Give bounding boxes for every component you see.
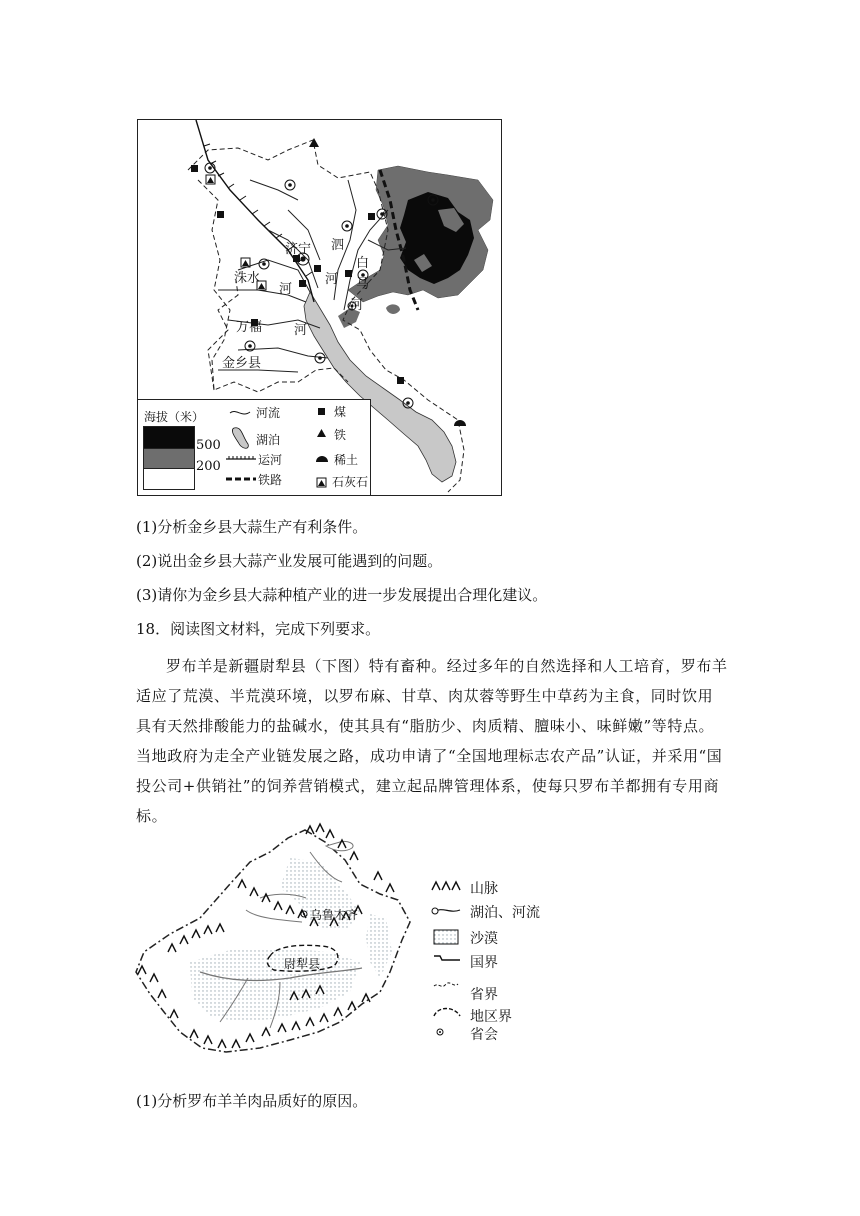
legend-rare-earth: 稀土 [334,453,359,467]
q17-2: (2)说出金乡县大蒜产业发展可能遇到的问题。 [136,552,443,570]
label-jining: 济宁 [285,242,312,257]
legend-mountain: 山脉 [470,881,498,897]
label-shushui: 洙水 [234,271,261,286]
map2-legend-symbols [430,874,470,1044]
legend-lake: 湖泊 [256,433,281,447]
legend-provincial-border: 省界 [470,987,498,1003]
map-xinjiang-drawing [130,822,430,1062]
legend-canal: 运河 [258,453,283,467]
legend-coal: 煤 [334,405,347,419]
map2-legend [430,874,570,1044]
label-ma: 马 [356,277,370,292]
q17-1: (1)分析金乡县大蒜生产有利条件。 [136,518,368,536]
legend-200: 200 [196,459,221,474]
legend-national-border: 国界 [470,955,498,971]
q18-1: (1)分析罗布羊羊肉品质好的原因。 [136,1092,368,1110]
q17-3: (3)请你为金乡县大蒜种植产业的进一步发展提出合理化建议。 [136,586,548,604]
legend-elevation-title: 海拔（米） [144,410,205,424]
map1-legend [138,399,371,495]
legend-railway: 铁路 [258,473,283,487]
legend-limestone: 石灰石 [332,475,369,489]
legend-river: 河流 [256,406,281,420]
label-he-baima: 河 [350,298,364,313]
legend-iron: 铁 [334,428,347,442]
legend-500: 500 [196,438,221,453]
label-bai: 白 [356,256,370,271]
q18-heading: 18．阅读图文材料，完成下列要求。 [136,620,381,638]
label-jinxiang: 金乡县 [222,356,262,371]
q18-paragraph: 罗布羊是新疆尉犁县（下图）特有畜种。经过多年的自然选择和人工培育，罗布羊适应了荒漠、半荒漠环境，以罗布麻、甘草、肉苁蓉等野生中草药为主食，同时饮用具有天然排酸能力的盐碱水，使其具有“脂肪少、肉质精、膻味小、味鲜嫩”等特点。当地政府为走全产业链发展之路，成功申请了“全国地理标志农产品”认证，并采用“国投公司+供销社”的饲养营销模式，建立起品牌管理体系，使每只罗布羊都拥有专用商标。 [136,657,728,825]
label-yuli: 尉犁县 [284,957,321,971]
label-he-wanfu: 河 [294,323,308,338]
legend-lake-river: 湖泊、河流 [470,905,540,921]
legend-regional-border: 地区界 [470,1009,512,1025]
legend-desert: 沙漠 [470,931,498,947]
label-wanfu-wan: 万福 [236,320,263,335]
label-he-si: 河 [325,272,339,287]
map-xinjiang [130,822,430,1062]
map-jinxiang [137,119,502,496]
label-urumqi: 乌鲁木齐 [310,908,359,922]
label-he-shushui: 河 [279,282,293,297]
label-si: 泗 [331,238,345,253]
legend-capital: 省会 [470,1027,498,1043]
